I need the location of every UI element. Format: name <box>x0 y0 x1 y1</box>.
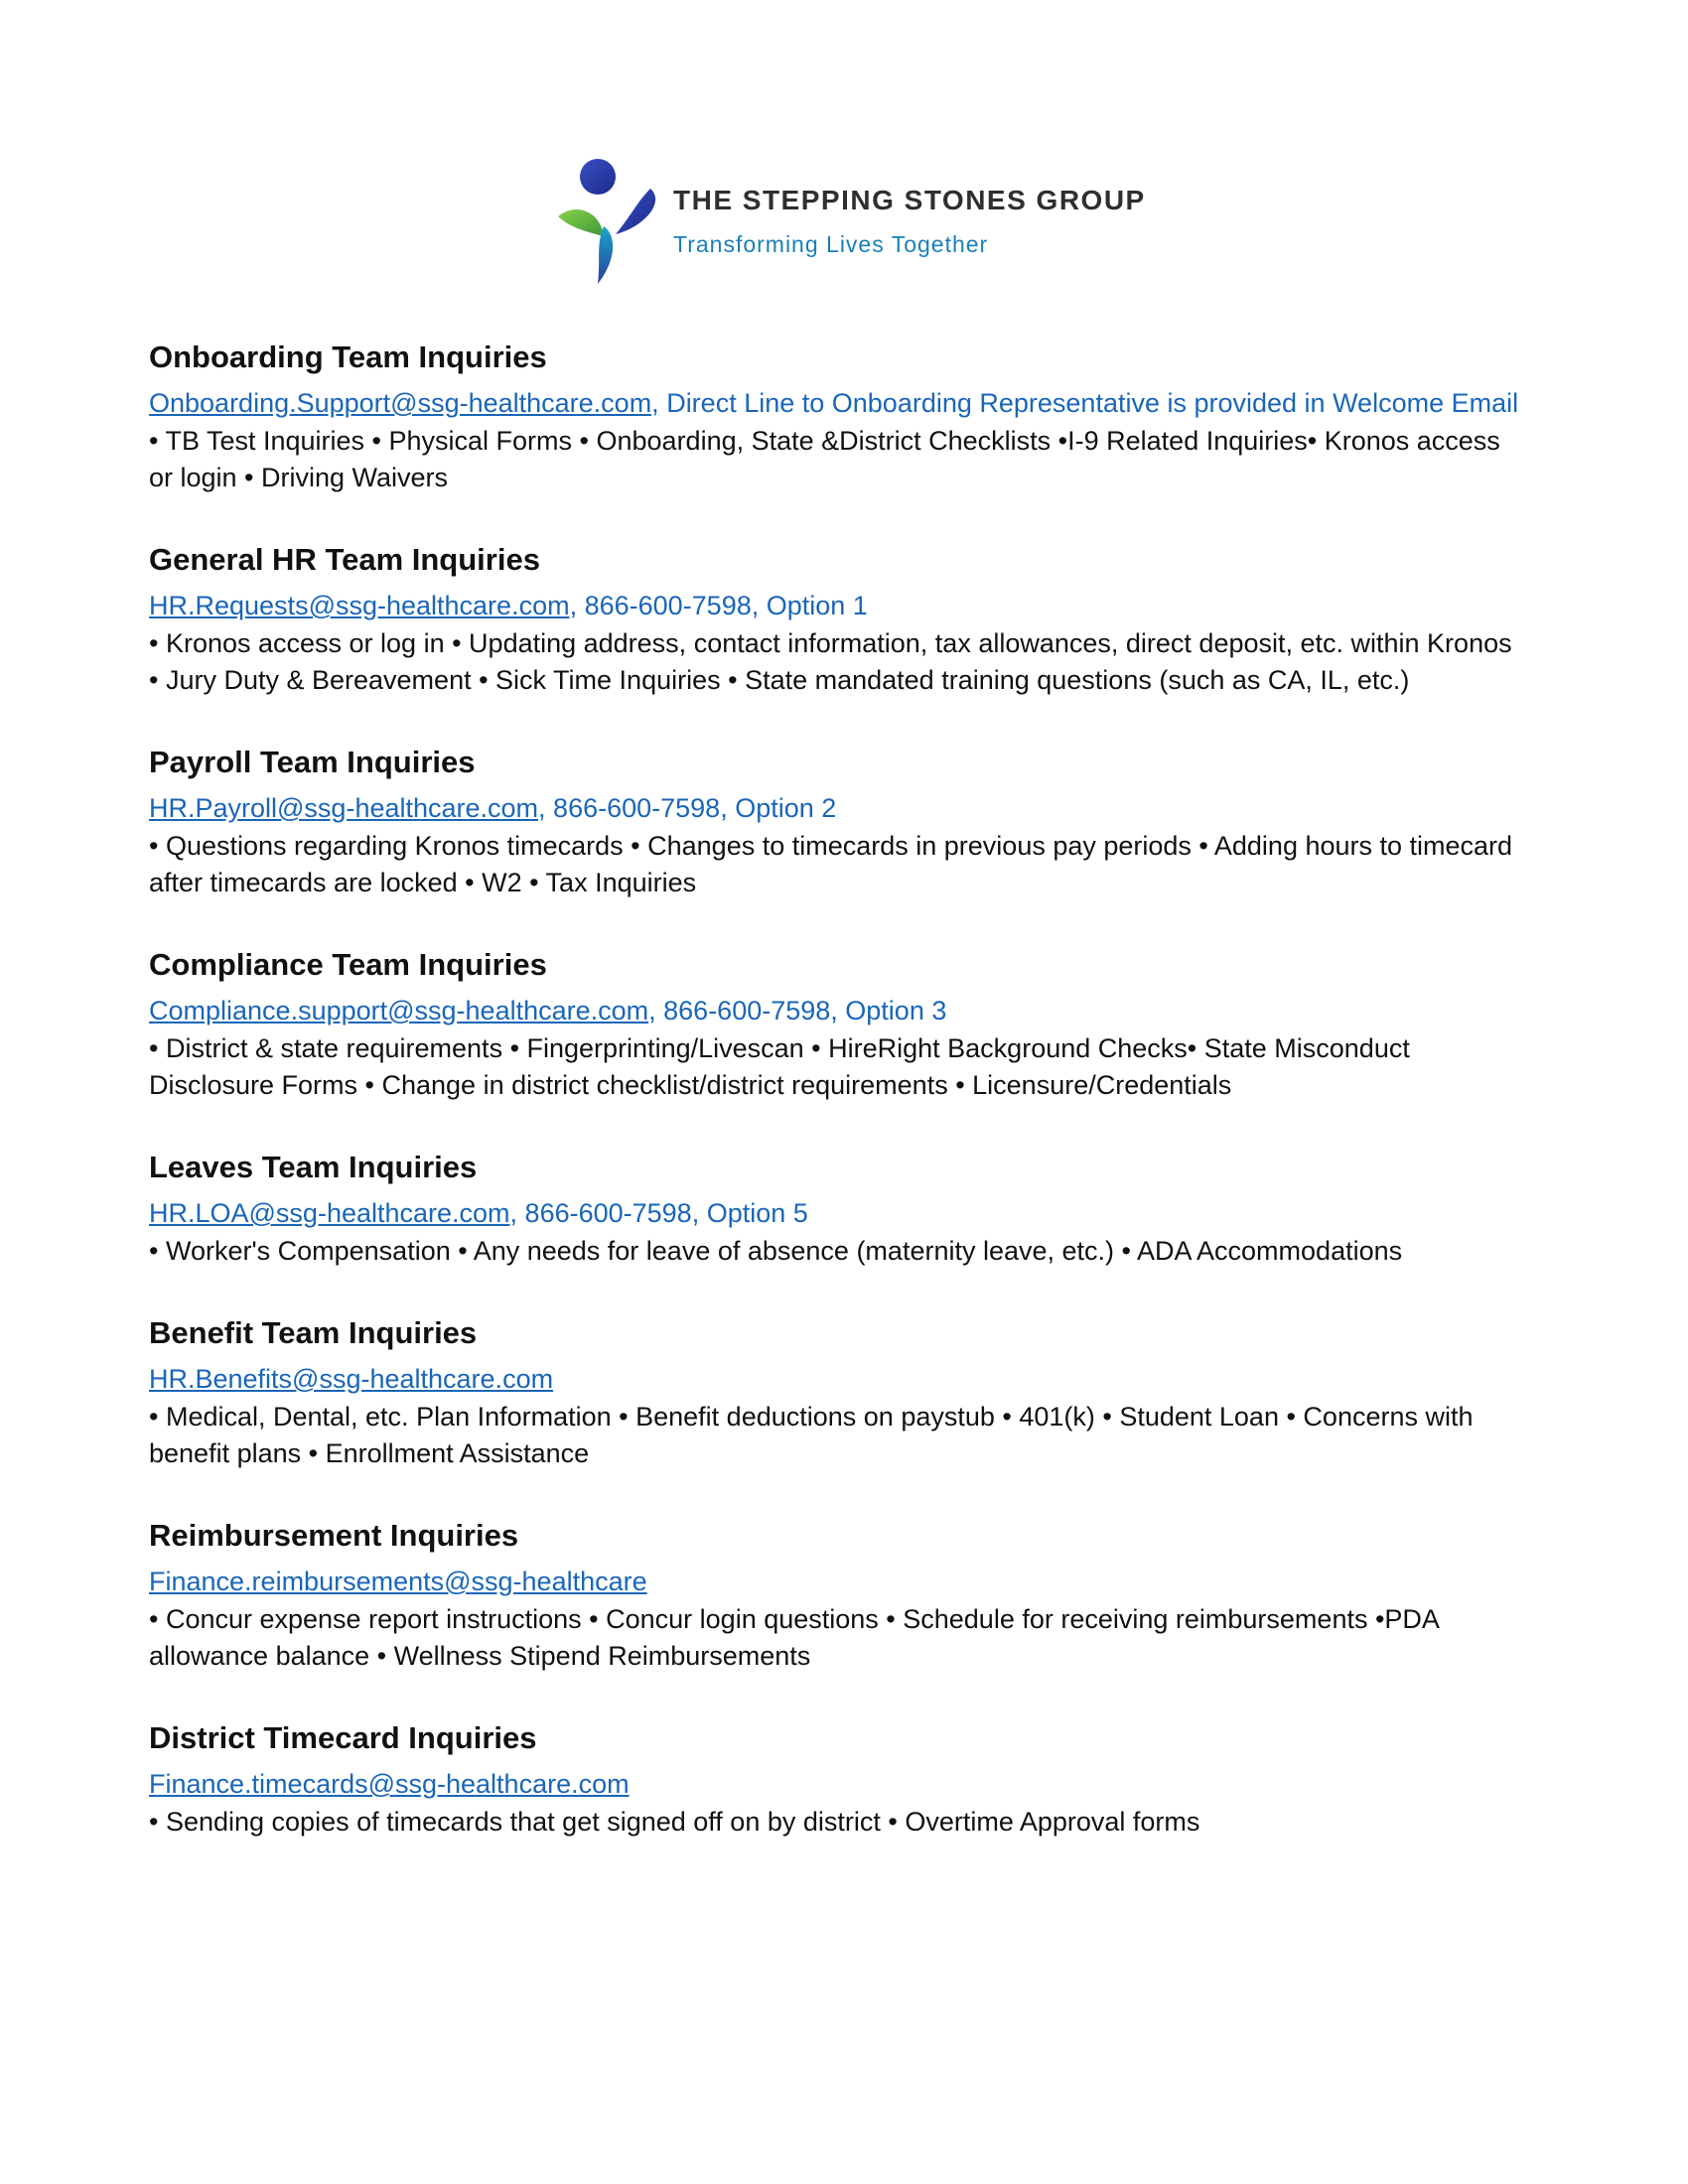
topic-list: • District & state requirements • Fingerprinting/Livescan • HireRight Background Checks• State Misconduct Disclosure Forms • Change in district checklist/district requirements • Licensure/Credentials <box>149 1033 1410 1100</box>
email-link[interactable]: Finance.timecards@ssg-healthcare.com <box>149 1769 630 1799</box>
contact-line <box>149 1764 1519 1804</box>
section-general-hr <box>149 540 1519 699</box>
section-title: Reimbursement Inquiries <box>149 1518 519 1553</box>
section-title: Onboarding Team Inquiries <box>149 340 547 374</box>
contact-line <box>149 1193 1519 1233</box>
contact-details: , 866-600-7598, Option 5 <box>509 1198 808 1228</box>
email-link[interactable]: HR.Requests@ssg-healthcare.com, <box>149 591 578 620</box>
contact-details: 866-600-7598, Option 1 <box>577 591 868 620</box>
section-leaves <box>149 1148 1519 1270</box>
section-payroll <box>149 743 1519 901</box>
section-compliance <box>149 945 1519 1104</box>
section-title: District Timecard Inquiries <box>149 1720 537 1755</box>
topic-list: • Questions regarding Kronos timecards • Changes to timecards in previous pay periods • Adding hours to timecard after timecards are locked • W2 • Tax Inquiries <box>149 831 1513 897</box>
contact-directory <box>149 338 1519 1884</box>
company-tagline: Transforming Lives Together <box>673 231 989 257</box>
contact-details: 866-600-7598, Option 2 <box>545 793 837 823</box>
company-logo <box>556 157 1152 296</box>
company-name: THE STEPPING STONES GROUP <box>673 185 1146 215</box>
email-link[interactable]: Onboarding.Support@ssg-healthcare.com, <box>149 388 659 418</box>
section-benefits <box>149 1313 1519 1472</box>
topic-list: • Medical, Dental, etc. Plan Information • Benefit deductions on paystub • 401(k) • Student Loan • Concerns with benefit plans • Enrollment Assistance <box>149 1402 1474 1468</box>
contact-line <box>149 586 1519 625</box>
contact-line <box>149 383 1519 423</box>
contact-line <box>149 1562 1519 1601</box>
topic-list: • Sending copies of timecards that get signed off on by district • Overtime Approval forms <box>149 1807 1200 1837</box>
contact-line <box>149 1359 1519 1399</box>
section-title: Leaves Team Inquiries <box>149 1150 478 1184</box>
email-link[interactable]: Finance.reimbursements@ssg-healthcare <box>149 1567 647 1596</box>
contact-line <box>149 991 1519 1030</box>
email-link[interactable]: HR.Benefits@ssg-healthcare.com <box>149 1364 554 1394</box>
email-link[interactable]: HR.Payroll@ssg-healthcare.com, <box>149 793 546 823</box>
topic-list: • Concur expense report instructions • Concur login questions • Schedule for receiving reimbursements •PDA allowance balance • Wellness Stipend Reimbursements <box>149 1604 1439 1671</box>
section-onboarding <box>149 338 1519 496</box>
email-link[interactable]: Compliance.support@ssg-healthcare.com <box>149 996 649 1025</box>
section-title: Compliance Team Inquiries <box>149 947 547 982</box>
topic-list: • TB Test Inquiries • Physical Forms • Onboarding, State &District Checklists •I-9 Related Inquiries• Kronos access or login • Driving Waivers <box>149 426 1500 492</box>
section-reimbursement <box>149 1516 1519 1675</box>
contact-line <box>149 788 1519 828</box>
section-title: Benefit Team Inquiries <box>149 1315 478 1350</box>
section-title: Payroll Team Inquiries <box>149 745 476 779</box>
contact-details: Direct Line to Onboarding Representative is provided in Welcome Email <box>658 388 1519 418</box>
topic-list: • Worker's Compensation • Any needs for leave of absence (maternity leave, etc.) • ADA Accommodations <box>149 1236 1403 1266</box>
stepping-stones-figure-logo-icon <box>556 157 665 286</box>
contact-details: , 866-600-7598, Option 3 <box>648 996 947 1025</box>
topic-list: • Kronos access or log in • Updating address, contact information, tax allowances, direct deposit, etc. within Kronos • Jury Duty & Bereavement • Sick Time Inquiries • State mandated training questions (such as CA, IL, etc.) <box>149 628 1512 695</box>
email-link[interactable]: HR.LOA@ssg-healthcare.com <box>149 1198 510 1228</box>
section-title: General HR Team Inquiries <box>149 542 540 577</box>
section-district-timecard <box>149 1718 1519 1841</box>
